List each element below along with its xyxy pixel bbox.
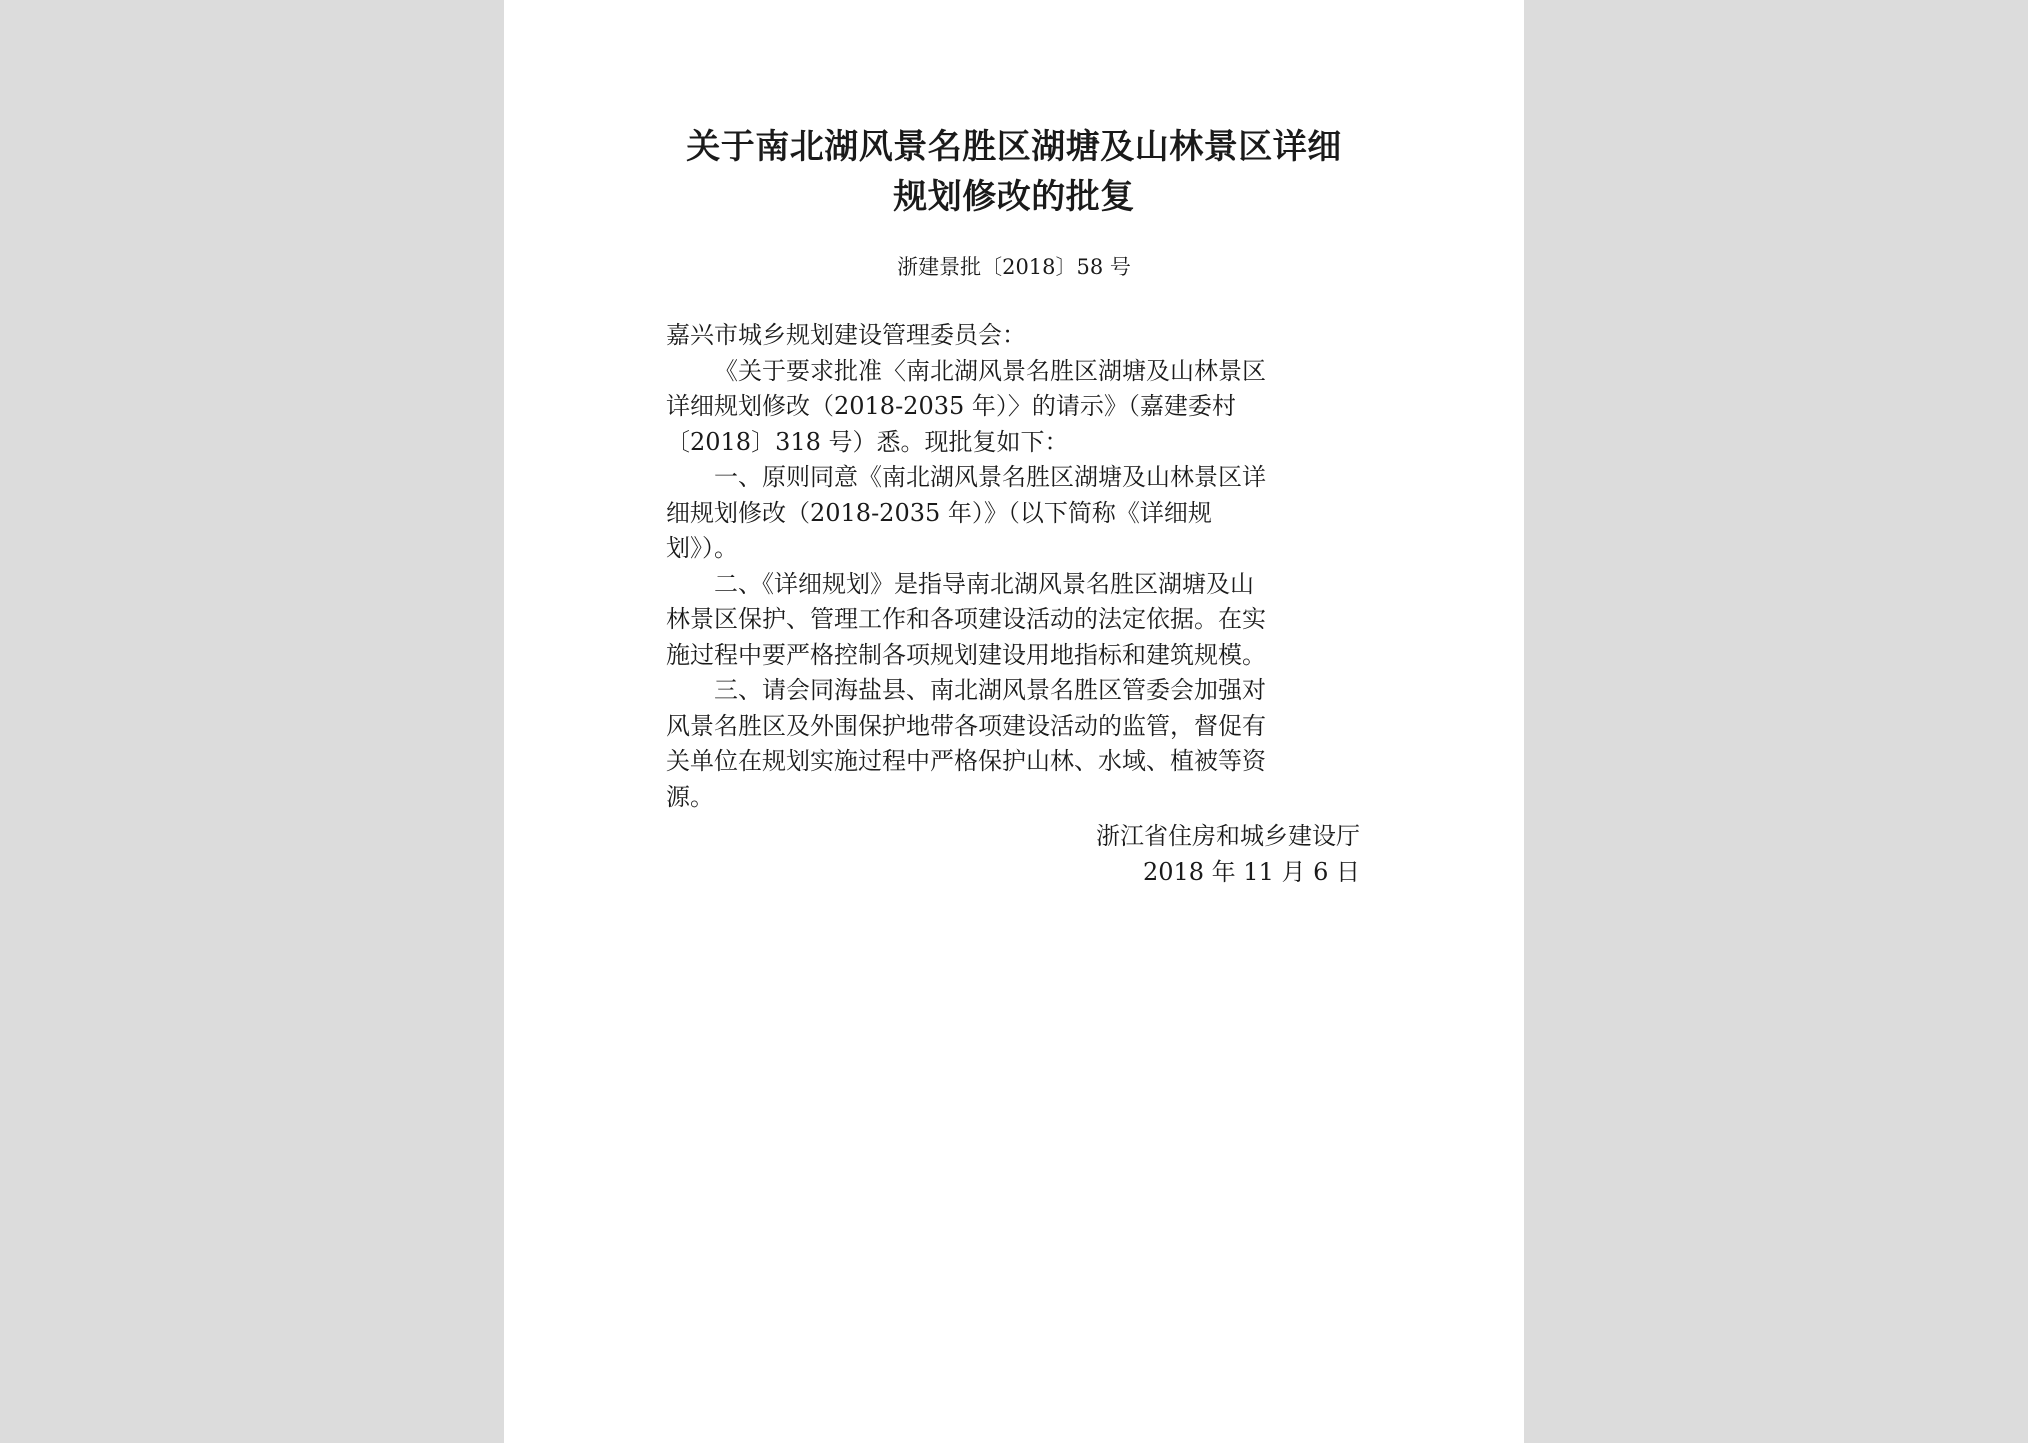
body-line: 一、原则同意《南北湖风景名胜区湖塘及山林景区详 <box>714 463 1266 491</box>
signature-block <box>504 818 1360 890</box>
body-line: 细规划修改（2018-2035 年）》（以下简称《详细规 <box>666 498 1212 527</box>
body-line: 二、《详细规划》是指导南北湖风景名胜区湖塘及山 <box>714 569 1254 598</box>
body-line: 划》）。 <box>666 534 738 562</box>
addressee: 嘉兴市城乡规划建设管理委员会： <box>666 321 1026 349</box>
body-line: 施过程中要严格控制各项规划建设用地指标和建筑规模。 <box>666 640 1266 669</box>
body-line: 《关于要求批准〈南北湖风景名胜区湖塘及山林景区 <box>714 356 1266 385</box>
title-line-1: 关于南北湖风景名胜区湖塘及山林景区详细 <box>686 127 1342 167</box>
document-body <box>666 318 1366 815</box>
body-line: 源。 <box>666 782 714 811</box>
body-line: 林景区保护、管理工作和各项建设活动的法定依据。在实 <box>666 605 1266 633</box>
document-page <box>504 0 1524 1443</box>
body-line: 关单位在规划实施过程中严格保护山林、水域、植被等资 <box>666 747 1266 775</box>
document-title <box>504 122 1524 222</box>
issue-date: 2018 年 11 月 6 日 <box>1142 858 1360 886</box>
issuer-name: 浙江省住房和城乡建设厅 <box>1096 822 1360 850</box>
document-number: 浙建景批〔2018〕58 号 <box>897 255 1131 279</box>
body-line: 详细规划修改（2018-2035 年）〉的请示》（嘉建委村 <box>666 392 1236 420</box>
title-line-2: 规划修改的批复 <box>893 177 1135 217</box>
body-line: 〔2018〕318 号）悉。现批复如下： <box>666 427 1069 456</box>
body-line: 风景名胜区及外围保护地带各项建设活动的监管，督促有 <box>666 711 1266 740</box>
body-line: 三、请会同海盐县、南北湖风景名胜区管委会加强对 <box>714 676 1266 704</box>
